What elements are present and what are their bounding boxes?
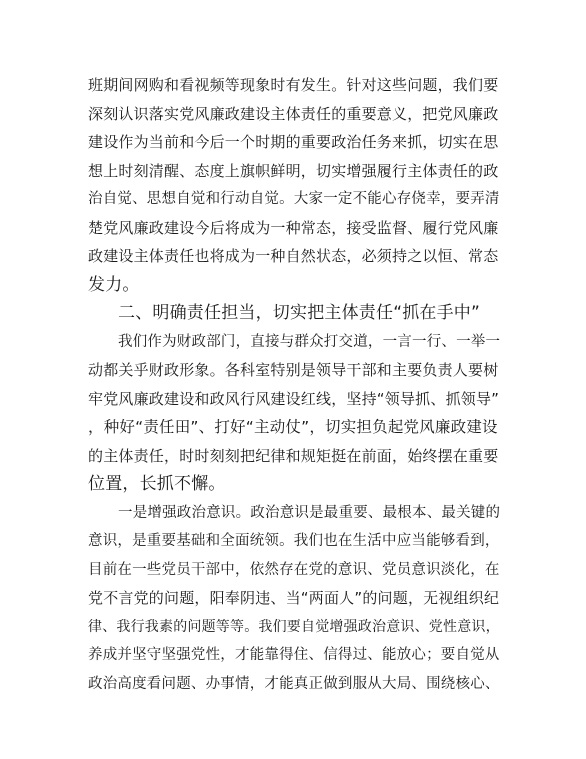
body-line: 动都关乎财政形象。各科室特别是领导干部和主要负责人要树 [88, 361, 499, 379]
body-line: 的主体责任，时时刻刻把纪律和规矩挺在前面，始终摆在重要 [88, 447, 499, 465]
body-line: 位置，长抓不懈。 [88, 474, 226, 494]
body-line: 牢党风廉政建设和政风行风建设红线，坚持“领导抓、抓领导” [88, 390, 500, 408]
body-line: 我们作为财政部门，直接与群众打交道，一言一行、一举一 [118, 334, 501, 350]
body-line: 治自觉、思想自觉和行动自觉。大家一定不能心存侥幸，要弄清 [88, 191, 500, 207]
body-line: 政治高度看问题、办事情，才能真正做到服从大局、围绕核心、 [88, 676, 500, 692]
body-line: 目前在一些党员干部中，依然存在党的意识、党员意识淡化，在 [88, 562, 500, 578]
body-line: 班期间网购和看视频等现象时有发生。针对这些问题，我们要 [88, 76, 499, 94]
section-heading: 二、明确责任担当，切实把主体责任“抓在手中” [118, 303, 481, 323]
body-line: ，种好“责任田”、打好“主动仗”，切实担负起党风廉政建设 [88, 418, 498, 436]
body-line: 一是增强政治意识。政治意识是最重要、最根本、最关键的 [118, 505, 501, 521]
body-line: 意识，是重要基础和全面统领。我们也在生活中应当能够看到， [88, 533, 500, 549]
body-line: 楚党风廉政建设今后将成为一种常态，接受监督、履行党风廉 [88, 219, 499, 237]
body-line: 养成并坚守坚强党性，才能靠得住、信得过、能放心；要自觉从 [88, 647, 500, 663]
body-line: 建设作为当前和今后一个时期的重要政治任务来抓，切实在思 [88, 133, 499, 151]
body-line: 党不言党的问题，阳奉阴违、当“两面人”的问题，无视组织纪 [88, 589, 500, 607]
body-line: 律、我行我素的问题等等。我们要自觉增强政治意识、党性意识， [88, 619, 500, 635]
body-line: 发力。 [88, 275, 140, 295]
body-line: 深刻认识落实党风廉政建设主体责任的重要意义，把党风廉政 [88, 105, 499, 123]
body-line: 政建设主体责任也将成为一种自然状态，必须持之以恒、常态 [88, 247, 499, 265]
body-line: 想上时刻清醒、态度上旗帜鲜明，切实增强履行主体责任的政 [88, 162, 499, 180]
